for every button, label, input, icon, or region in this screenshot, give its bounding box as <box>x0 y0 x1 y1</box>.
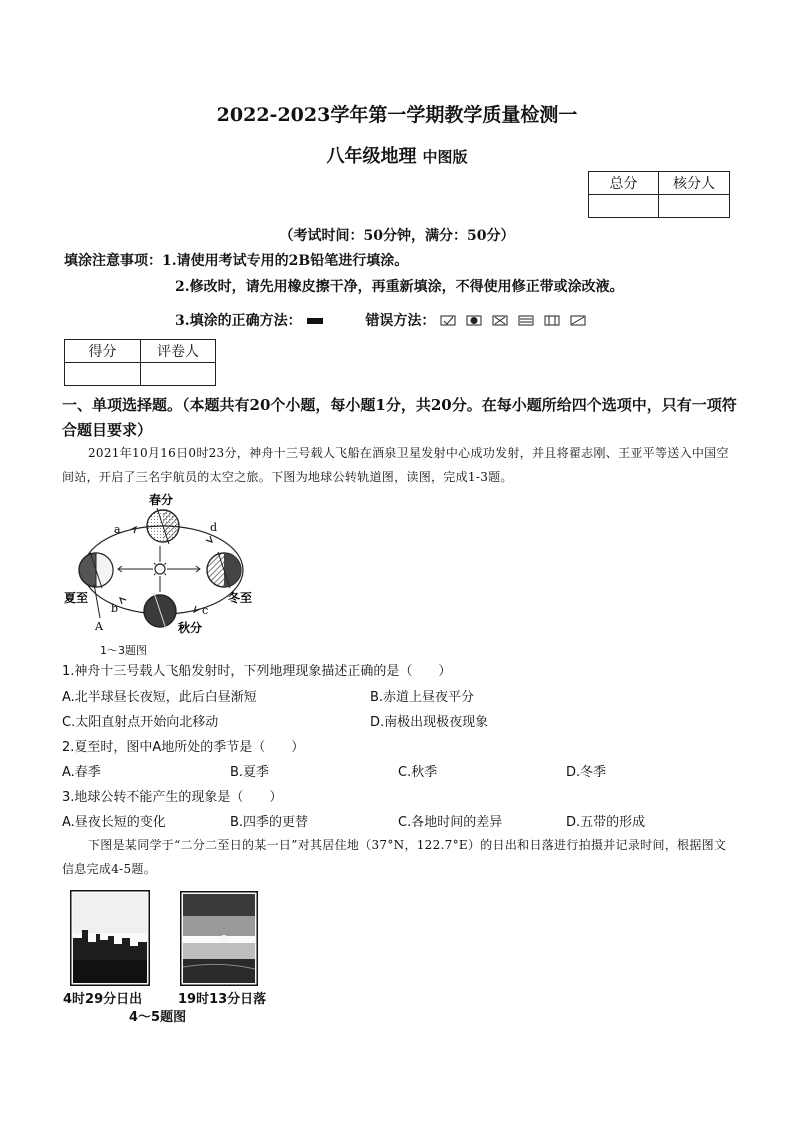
section-1-heading: 一、单项选择题。（本题共有20个小题，每小题1分，共20分。在每小题所给四个选项中，只有一项符合题目要求） <box>62 396 737 439</box>
label-A: A <box>95 620 103 633</box>
label-a: a <box>114 523 121 536</box>
score-header: 得分 <box>65 340 141 363</box>
q3-option-a: A.昼夜长短的变化 <box>62 815 166 830</box>
wrong-marks-icon <box>440 314 600 328</box>
grader-header: 评卷人 <box>141 340 216 363</box>
label-winter: 冬至 <box>228 591 253 605</box>
earth-orbit-diagram <box>60 488 270 660</box>
question-1: 1.神舟十三号载人飞船发射时，下列地理现象描述正确的是（ ） <box>62 664 452 679</box>
total-score-header: 总分 <box>589 172 659 195</box>
earth-spring-icon <box>147 508 179 544</box>
q1-option-d: D.南极出现极夜现象 <box>370 715 489 730</box>
label-d: d <box>210 521 218 534</box>
question-2: 2.夏至时，图中A地所处的季节是（ ） <box>62 740 305 755</box>
notes-item-2: 2.修改时，请先用橡皮擦干净，再重新填涂，不得使用修正带或涂改液。 <box>175 279 624 295</box>
q3-option-b: B.四季的更替 <box>230 815 309 830</box>
checker-header: 核分人 <box>659 172 730 195</box>
sunrise-photo <box>70 890 150 986</box>
notes-line-1 <box>64 250 408 270</box>
exam-subtitle <box>0 142 794 168</box>
earth-winter-icon <box>207 552 241 588</box>
grader-box <box>64 339 216 386</box>
notes-line-3 <box>175 310 600 330</box>
grader-cell[interactable] <box>141 363 216 386</box>
total-score-box <box>588 171 730 218</box>
score-cell[interactable] <box>65 363 141 386</box>
q1-option-a: A.北半球昼长夜短，此后白昼渐短 <box>62 690 257 705</box>
q2-option-c: C.秋季 <box>398 765 438 780</box>
edition-label: 中图版 <box>422 148 468 166</box>
label-b: b <box>111 602 119 615</box>
q2-option-a: A.春季 <box>62 765 101 780</box>
label-spring: 春分 <box>149 493 174 507</box>
wrong-mark-examples <box>440 313 600 329</box>
q1-option-c: C.太阳直射点开始向北移动 <box>62 715 219 730</box>
q1-option-b: B.赤道上昼夜平分 <box>370 690 475 705</box>
correct-mark-example <box>307 318 323 324</box>
sunset-caption: 19时13分日落 <box>178 992 267 1007</box>
notes-label: 填涂注意事项： <box>64 253 162 269</box>
label-c: c <box>202 604 209 617</box>
passage-1: 2021年10月16日0时23分，神舟十三号载人飞船在酒泉卫星发射中心成功发射，并且将翟志刚、王亚平等送入中国空间站，开启了三名宇航员的太空之旅。下图为地球公转轨道图，读图，完成1-3题。 <box>62 446 729 484</box>
label-autumn: 秋分 <box>178 621 203 635</box>
notes-item-3: 3.填涂的正确方法： <box>175 313 302 329</box>
total-score-cell[interactable] <box>589 195 659 218</box>
earth-summer-icon <box>79 552 113 588</box>
figure-2-caption: 4～5题图 <box>129 1010 187 1025</box>
sunset-photo <box>180 891 258 986</box>
figure-1-caption: 1～3题图 <box>100 644 147 657</box>
sun-icon <box>151 560 169 578</box>
label-summer: 夏至 <box>64 591 89 605</box>
exam-info: （考试时间：50分钟，满分：50分） <box>279 228 515 244</box>
q3-option-c: C.各地时间的差异 <box>398 815 503 830</box>
passage-2: 下图是某同学于“二分二至日的某一日”对其居住地（37°N，122.7°E）的日出和日落进行拍摄并记录时间，根据图文信息完成4-5题。 <box>62 838 727 876</box>
q3-option-d: D.五带的形成 <box>566 815 646 830</box>
subject-label: 八年级地理 <box>326 146 417 167</box>
wrong-label: 错误方法： <box>365 313 436 329</box>
q2-option-b: B.夏季 <box>230 765 270 780</box>
q2-option-d: D.冬季 <box>566 765 607 780</box>
earth-autumn-icon <box>144 593 176 629</box>
sunrise-caption: 4时29分日出 <box>63 992 143 1007</box>
exam-title: 2022-2023学年第一学期教学质量检测一 <box>216 104 578 126</box>
question-3: 3.地球公转不能产生的现象是（ ） <box>62 790 283 805</box>
checker-cell[interactable] <box>659 195 730 218</box>
notes-item-1: 1.请使用考试专用的2B铅笔进行填涂。 <box>162 253 409 269</box>
